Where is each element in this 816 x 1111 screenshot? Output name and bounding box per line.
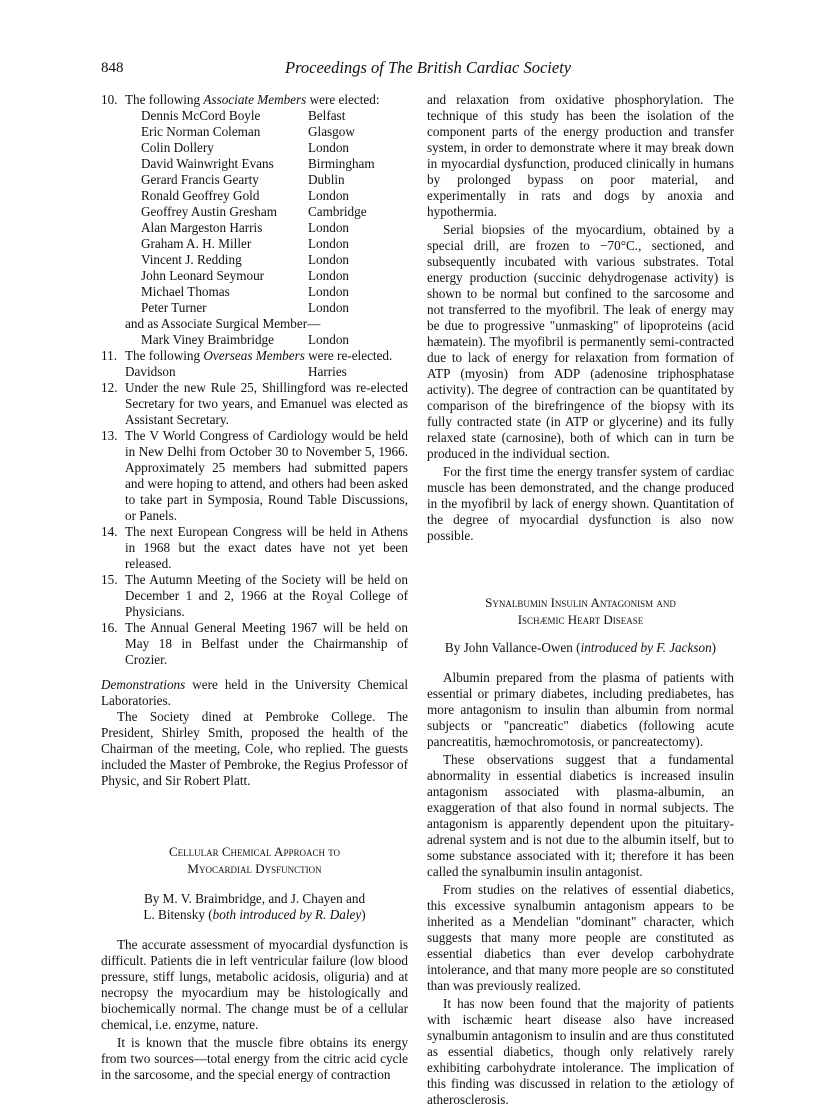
dinner-paragraph: The Society dined at Pembroke College. The President, Shirley Smith, proposed the health of the Chairman of the meeting, Cole, who replied. The guests included the Master of Pembroke, the Regius Professor of Physic, and Sir Robert Platt. bbox=[101, 709, 408, 788]
article-1-paragraph: For the first time the energy transfer system of cardiac muscle has been demonstrated, and the change produced in the myofibril by lack of energy shown. Quantitation of the degree of myocardial dysfunction is also now possible. bbox=[427, 464, 734, 543]
article-1-paragraph: The accurate assessment of myocardial dysfunction is difficult. Patients die in left ventricular failure (low blood pressure, stiff lungs, metabolic acidosis, oliguria) and at necropsy the myocardium may be histologically and biochemically normal. The change must be of a cellular chemical, i.e. enzyme, nature. bbox=[101, 937, 408, 1032]
member-row: John Leonard Seymour London bbox=[141, 268, 350, 283]
article-2-paragraph: From studies on the relatives of essential diabetics, this excessive synalbumin antagonism appears to be inherited as a Mendelian "dominant" character, which suggests that many more people are constituted as essential diabetics than ever develop carbohydrate intolerance, and that many more people are so constituted than was previously realized. bbox=[427, 882, 734, 993]
overseas-members-row: Davidson Harries bbox=[125, 364, 347, 379]
article-1-paragraph: Serial biopsies of the myocardium, obtained by a special drill, are frozen to −70°C., sectioned, and subsequently incubated with various substrates. Total energy production (succinic dehydrogenase activity) is shown to be normal but confined to the sarcosome and not transferred to the myofibril. The leak of energy may be due to progressive "unmasking" of lipoproteins (acid hæmatein). The myofibril is permanently semi-contracted due to lack of energy for relaxation from formation of ATP (myosin) from ADP (adenosine triphosphatase activity). The degree of contraction can be quantitated by comparison of the birefringence of the biopsy with its fully contracted state (in ATP or glycerine) and its fully relaxed state (carnosine), both of which can in turn be produced in the individual section. bbox=[427, 222, 734, 461]
article-2-paragraph: It has now been found that the majority of patients with ischæmic heart disease also have increased synalbumin antagonism to insulin and are thus constituted as essential diabetics, though only relatively rarely exhibiting carbohydrate intolerance. The implication of this finding was discussed in relation to the ætiology of atherosclerosis. bbox=[427, 996, 734, 1107]
right-column bbox=[427, 92, 734, 1108]
member-row: Graham A. H. Miller London bbox=[141, 236, 350, 251]
member-row: David Wainwright Evans Birmingham bbox=[141, 156, 375, 171]
article-2-paragraph: These observations suggest that a fundamental abnormality in essential diabetics is increased insulin antagonism associated with plasma-albumin, an exaggeration of that also found in normal subjects. The antagonism is apparently dependent upon the pituitary-adrenal system and is not due to the albumin itself, but to some substance associated with it; therefore it has been called the synalbumin insulin antagonist. bbox=[427, 752, 734, 879]
demonstrations-paragraph: Demonstrations were held in the University Chemical Laboratories. bbox=[101, 677, 408, 708]
journal-title: Proceedings of The British Cardiac Society bbox=[285, 58, 572, 77]
associate-members-list bbox=[101, 108, 408, 316]
member-row: Colin Dollery London bbox=[141, 140, 350, 155]
member-row: Geoffrey Austin Gresham Cambridge bbox=[141, 204, 367, 219]
item-13: 13. The V World Congress of Cardiology would be held in New Delhi from October 30 to November 5, 1966. Approximately 25 members had submitted papers and were hoping to attend, and others had been asked to take part in Symposia, Round Table Discussions, or Panels. bbox=[101, 428, 408, 523]
member-row: Michael Thomas London bbox=[141, 284, 350, 299]
member-row: Peter Turner London bbox=[141, 300, 350, 315]
left-column bbox=[101, 92, 408, 1083]
page-number: 848 bbox=[101, 60, 124, 76]
member-row: Eric Norman Coleman Glasgow bbox=[141, 124, 355, 139]
member-row: Alan Margeston Harris London bbox=[141, 220, 350, 235]
article-2-byline: By John Vallance-Owen (introduced by F. Jackson) bbox=[444, 640, 717, 655]
item-15: 15. The Autumn Meeting of the Society will be held on December 1 and 2, 1966 at the Royal College of Physicians. bbox=[101, 572, 408, 619]
article-2-paragraph: Albumin prepared from the plasma of patients with essential or primary diabetes, including prediabetes, has more antagonism to insulin than albumin from normal subjects or "pancreatic" diabetics (following acute pancreatitis, hæmochromotosis, or pancreatectomy). bbox=[427, 670, 734, 749]
article-1-title: Cellular Chemical Approach to Myocardial Dysfunction bbox=[168, 844, 341, 876]
surgical-member-row: Mark Viney Braimbridge London bbox=[141, 332, 350, 347]
item-11: 11. The following Overseas Members were re-elected. bbox=[101, 348, 393, 363]
member-row: Gerard Francis Gearty Dublin bbox=[141, 172, 345, 187]
member-row: Ronald Geoffrey Gold London bbox=[141, 188, 350, 203]
article-1-paragraph: It is known that the muscle fibre obtains its energy from two sources—total energy from the citric acid cycle in the sarcosome, and the special energy of contraction bbox=[101, 1035, 408, 1082]
item-14: 14. The next European Congress will be held in Athens in 1968 but the exact dates have not yet been released. bbox=[101, 524, 408, 571]
member-row: Dennis McCord Boyle Belfast bbox=[141, 108, 346, 123]
item-16: 16. The Annual General Meeting 1967 will be held on May 18 in Belfast under the Chairmanship of Crozier. bbox=[101, 620, 408, 667]
article-2-title: Synalbumin Insulin Antagonism and Ischæmic Heart Disease bbox=[485, 595, 676, 627]
member-row: Vincent J. Redding London bbox=[141, 252, 350, 267]
item-12: 12. Under the new Rule 25, Shillingford was re-elected Secretary for two years, and Emanuel was elected as Assistant Secretary. bbox=[101, 380, 408, 427]
article-1-paragraph-cont: and relaxation from oxidative phosphorylation. The technique of this study has been the isolation of the component parts of the energy production and transfer system, in order to demonstrate where it may break down in myocardial dysfunction, produced clinically in humans by prolonged bypass on poor material, and experimentally in rats and dogs by anoxia and hypothermia. bbox=[427, 92, 734, 219]
item-10: 10. The following Associate Members were elected: bbox=[101, 92, 380, 107]
article-1-byline: By M. V. Braimbridge, and J. Chayen and L. Bitensky (both introduced by R. Daley) bbox=[143, 891, 366, 922]
surgical-member-intro: and as Associate Surgical Member— bbox=[125, 316, 321, 331]
